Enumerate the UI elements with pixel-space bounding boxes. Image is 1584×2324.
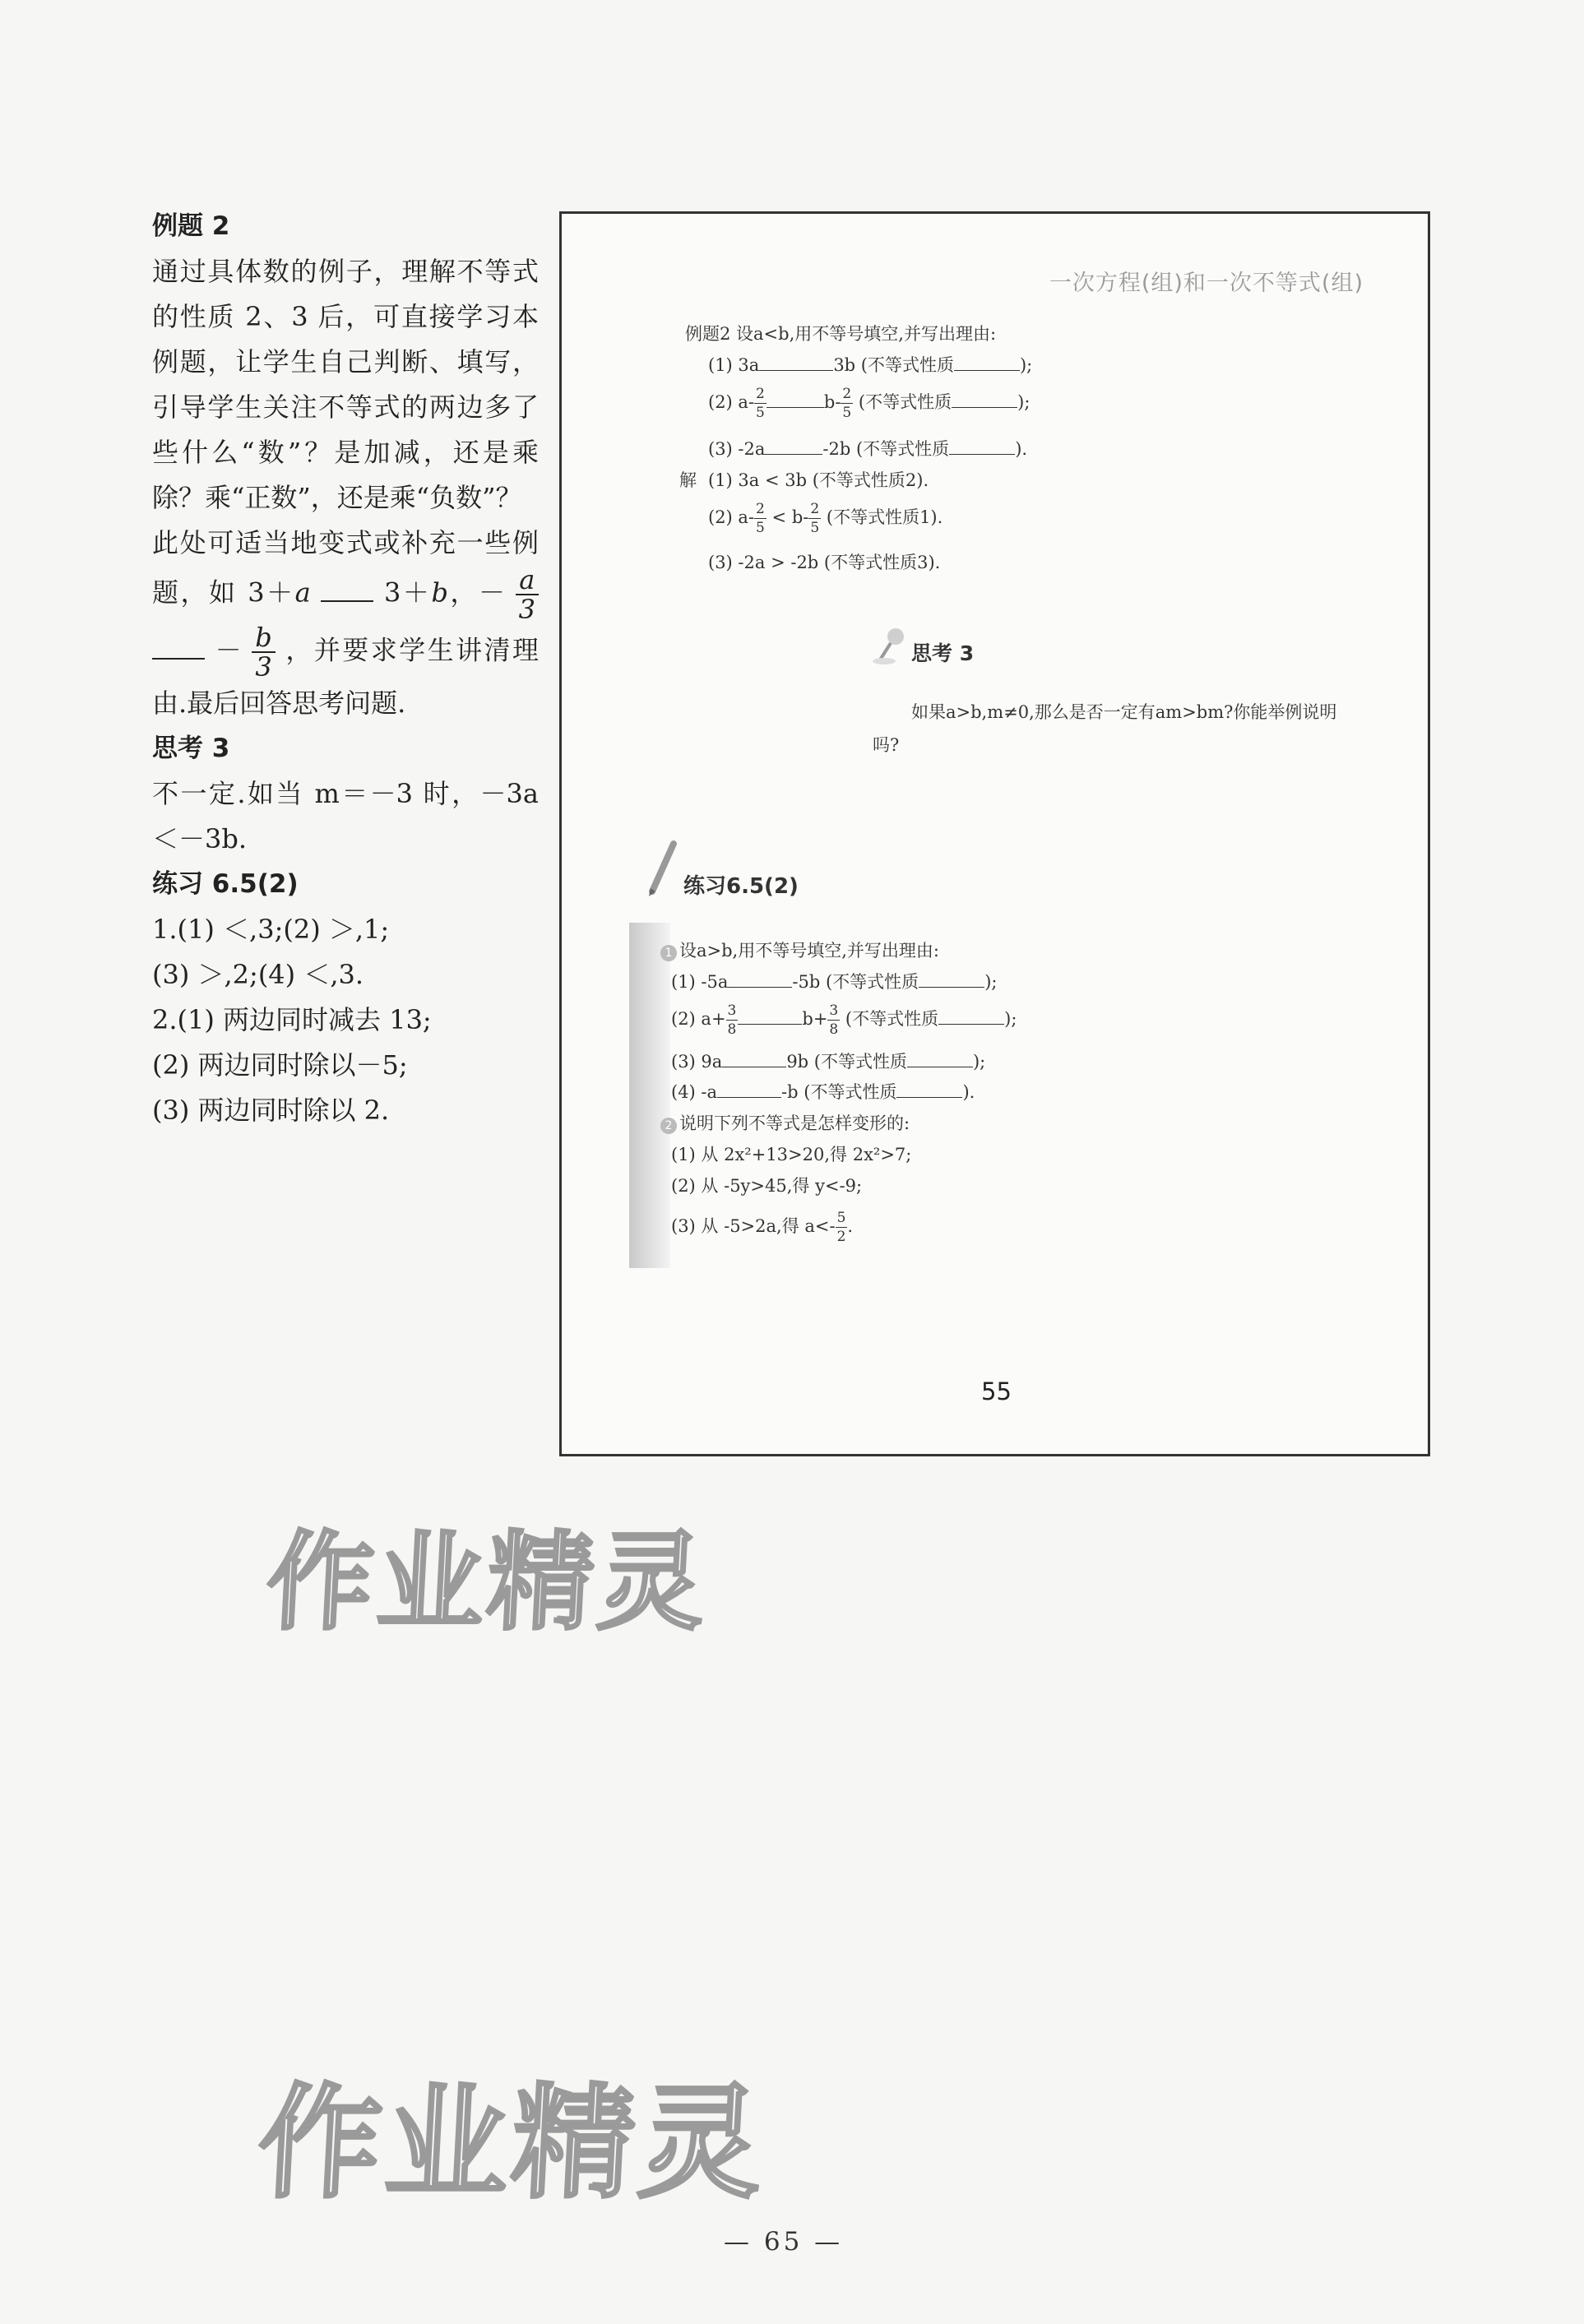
think-text-1: 如果a>b,m≠0,那么是否一定有am>bm?你能举例说明 — [911, 702, 1337, 722]
practice-2-q3: (3) 从 -5>2a,得 a<- $\frac{5}{2}$ . — [671, 1210, 854, 1245]
practice-1-q4: (4) -a -b (不等式性质 ). — [671, 1082, 975, 1102]
practice-title: 练习6.5(2) — [683, 874, 799, 899]
var-b: b — [431, 576, 448, 609]
para2-text-d: － — [215, 634, 242, 666]
think-title: 思考 3 — [911, 641, 975, 665]
textbook-page-number: 55 — [981, 1377, 1012, 1405]
practice-side-bar — [629, 923, 670, 1268]
item-1-badge: 1 — [660, 945, 677, 961]
practice-title: 练习 6.5(2) — [152, 869, 299, 899]
footer-page-number: — 65 — — [724, 2227, 844, 2257]
notes-paragraph-1: 通过具体数的例子，理解不等式的性质 2、3 后，可直接学习本例题，让学生自己判断、填写，引导学生关注不等式的两边多了些什么“数”？是加减，还是乘除？乘“正数”，还是乘“负数”？ — [152, 256, 539, 513]
ex2-q1: (1) 3a 3b (不等式性质 ); — [708, 355, 1033, 375]
textbook-page — [559, 211, 1430, 1456]
answer-1-line-2: (3) ＞,2;(4) ＜,3. — [152, 959, 364, 990]
practice-1-q2: (2) a+ $\frac{3}{8}$ b+ $\frac{3}{8}$ (不等式性质 ); — [671, 1002, 1017, 1038]
answer-2-line-3: (3) 两边同时除以 2. — [152, 1095, 390, 1126]
think-text-2: 吗? — [873, 735, 900, 755]
fraction-b-over-3: $\frac{b}{3}$ — [252, 623, 275, 681]
para2-text-c: ，－ — [447, 576, 505, 609]
think-answer: 不一定.如当 m＝－3 时，－3a＜－3b. — [152, 778, 539, 854]
watermark-1: 作业精灵 — [263, 1520, 711, 1645]
think-title: 思考 3 — [152, 734, 230, 763]
practice-1-q1: (1) -5a -5b (不等式性质 ); — [671, 972, 998, 992]
var-a: a — [294, 576, 311, 609]
practice-2-q2: (2) 从 -5y>45,得 y<-9; — [671, 1176, 863, 1196]
answer-2-line-1: 2.(1) 两边同时减去 13; — [152, 1004, 432, 1035]
practice-1-title: 1 设a>b,用不等号填空,并写出理由: — [660, 937, 939, 962]
pushpin-icon — [873, 625, 909, 666]
para2-text-b: 3＋ — [384, 576, 432, 609]
practice-2-q1: (1) 从 2x²+13>20,得 2x²>7; — [671, 1145, 912, 1164]
answer-1-line-1: 1.(1) ＜,3;(2) ＞,1; — [152, 914, 390, 945]
notes-paragraph-2 — [152, 521, 539, 726]
chapter-header: 一次方程(组)和一次不等式(组) — [1049, 271, 1364, 296]
pencil-icon — [644, 839, 682, 905]
solution-label: 解 — [679, 470, 697, 490]
practice-1-q3: (3) 9a 9b (不等式性质 ); — [671, 1052, 986, 1072]
para2-text-a: 此处可适当地变式或补充一些例题，如 3＋ — [152, 527, 539, 609]
practice-2-title: 2 说明下列不等式是怎样变形的: — [660, 1110, 910, 1135]
ex2-q3: (3) -2a -2b (不等式性质 ). — [708, 439, 1028, 459]
ex2-title: 例题2 设a<b,用不等号填空,并写出理由: — [685, 324, 997, 344]
ex2-q2: (2) a- $\frac{2}{5}$ b- $\frac{2}{5}$ (不等式性质 ); — [708, 386, 1031, 421]
watermark-2: 作业精灵 — [254, 2072, 769, 2215]
solution-1: (1) 3a < 3b (不等式性质2). — [708, 470, 929, 490]
item-2-badge: 2 — [660, 1118, 677, 1134]
solution-2: (2) a- $\frac{2}{5}$ < b- $\frac{2}{5}$ (不等式性质1). — [708, 501, 943, 536]
example-title: 例题 2 — [152, 211, 230, 241]
answer-2-line-2: (2) 两边同时除以－5; — [152, 1049, 408, 1081]
solution-3: (3) -2a > -2b (不等式性质3). — [708, 553, 941, 572]
blank-2 — [152, 633, 205, 660]
para2-text-e: ，并要求学生讲清理由.最后回答思考问题. — [152, 634, 539, 719]
blank-1 — [321, 576, 373, 602]
fraction-a-over-3: $\frac{a}{3}$ — [516, 566, 539, 623]
teacher-notes — [152, 204, 539, 1133]
